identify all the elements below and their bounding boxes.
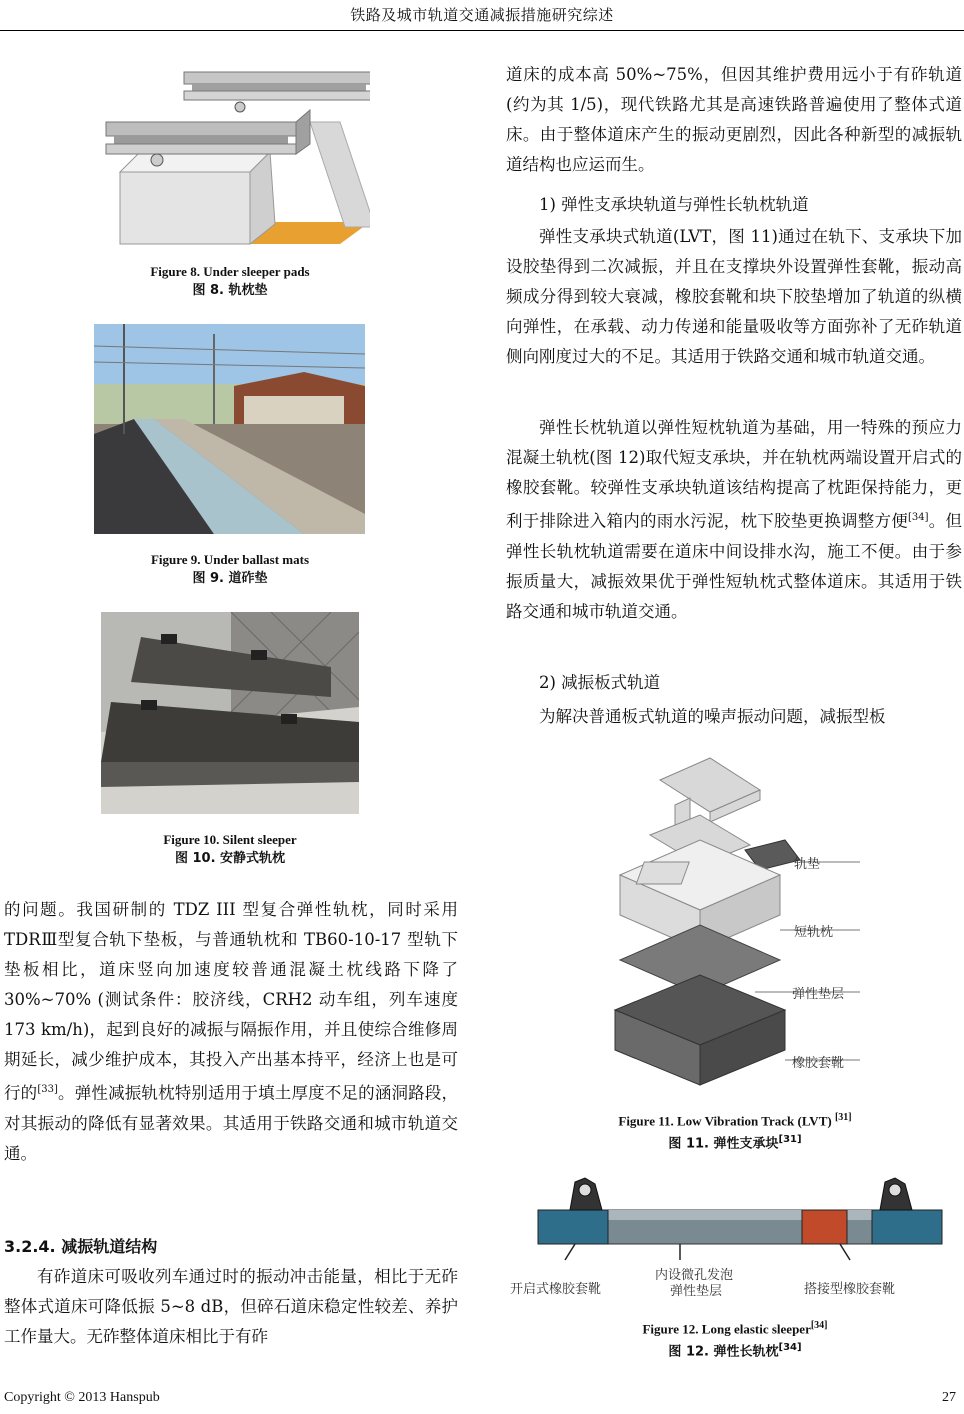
citation-34: [34] — [907, 512, 929, 523]
figure-11-label-rail-pad: 轨垫 — [794, 857, 821, 872]
left-paragraph-1-text-b: 。弹性减振轨枕特别适用于填土厚度不足的涵洞路段，对其振动的降低有显著效果。其适用于铁路交通和城市轨道交通。 — [4, 1083, 458, 1163]
figure-8-image — [100, 52, 370, 248]
left-paragraph-2: 有砟道床可吸收列车通过时的振动冲击能量，相比于无砟整体式道床可降低振 5~8 dB，但碎石道床稳定性较差、养护工作量大。无砟整体道床相比于有砟 — [4, 1267, 458, 1346]
figure-12-caption-en-line — [530, 1316, 940, 1338]
figure-11-caption-cn-ref: [31] — [778, 1134, 802, 1146]
figure-9-caption-cn: 图 9. 道砟垫 — [192, 571, 268, 586]
figure-12-caption-cn-ref: [34] — [778, 1342, 802, 1354]
left-paragraph-1 — [4, 895, 458, 1169]
right-paragraph-3-text-a: 弹性长枕轨道以弹性短枕轨道为基础，用一特殊的预应力混凝土轨枕(图 12)取代短支承块，并在轨枕两端设置开启式的橡胶套靴。较弹性支承块轨道该结构提高了枕距保持能力，更利于排除进入箱内的雨水污泥，枕下胶垫更换调整方便 — [506, 418, 962, 531]
footer-page-number: 27 — [942, 1390, 956, 1405]
figure-11-caption-cn: 图 11. 弹性支承块 — [668, 1136, 779, 1152]
right-paragraph-1: 道床的成本高 50%~75%，但因其维护费用远小于有砟轨道(约为其 1/5)，现代铁路尤其是高速铁路普遍使用了整体式道床。由于整体道床产生的振动更剧烈，因此各种新型的减振轨道结构也应运而生。 — [506, 65, 962, 174]
figure-12-image — [530, 1160, 950, 1270]
figure-12-caption-cn: 图 12. 弹性长轨枕 — [668, 1344, 779, 1360]
right-list-item-2: 2) 减振板式轨道 — [539, 673, 661, 692]
left-paragraph-1-text-a: 的问题。我国研制的 TDZ III 型复合弹性轨枕，同时采用 TDRⅢ型复合轨下垫板，与普通轨枕和 TB60-10-17 型轨下垫板相比，道床竖向加速度较普通混凝土枕线路下降了 30%~70% (测试条件：胶济线，CRH2 动车组，列车速度 173 km/h)，起到良好的减振与隔振作用，并且使综合维修周期延长，减少维护成本，其投入产出基本持平，经济上也是可行的 — [4, 900, 458, 1103]
footer-copyright: Copyright © 2013 Hanspub — [4, 1390, 160, 1405]
citation-33: [33] — [37, 1084, 58, 1095]
right-paragraph-3 — [506, 413, 962, 627]
figure-8-caption-en: Figure 8. Under sleeper pads — [150, 264, 310, 279]
right-paragraph-4: 为解决普通板式轨道的噪声振动问题，减振型板 — [539, 707, 886, 726]
figure-11-label-rubber-boot: 橡胶套靴 — [792, 1056, 845, 1071]
right-list-item-1: 1) 弹性支承块轨道与弹性长轨枕轨道 — [539, 195, 809, 214]
figure-10-caption-en: Figure 10. Silent sleeper — [163, 832, 297, 847]
figure-8-caption-cn: 图 8. 轨枕垫 — [192, 283, 268, 298]
figure-9-caption — [40, 550, 420, 588]
figure-11-image — [600, 750, 890, 1095]
header-rule — [0, 30, 964, 31]
figure-12-caption-en: Figure 12. Long elastic sleeper — [642, 1321, 811, 1337]
figure-11-label-short-sleeper: 短轨枕 — [794, 925, 834, 940]
figure-11-caption-cn-line — [530, 1130, 940, 1153]
figure-10-caption-cn: 图 10. 安静式轨枕 — [174, 851, 286, 866]
figure-12-label-elastic-layer: 弹性垫层 — [670, 1284, 723, 1299]
figure-12-caption-en-ref: [34] — [810, 1320, 828, 1331]
figure-12-caption-cn-line — [530, 1338, 940, 1361]
figure-10-image — [101, 612, 359, 814]
figure-12-label-open-boot: 开启式橡胶套靴 — [510, 1282, 602, 1297]
figure-8-caption — [40, 262, 420, 300]
section-heading-3-2-4: 3.2.4. 减振轨道结构 — [4, 1237, 158, 1256]
figure-11-label-elastic-layer: 弹性垫层 — [792, 987, 845, 1002]
right-paragraph-3-text-b: 。但弹性长轨枕轨道需要在道床中间设排水沟，施工不便。由于参振质量大，减振效果优于弹性短轨枕式整体道床。其适用于铁路交通和城市轨道交通。 — [506, 511, 963, 621]
figure-11-caption-en-ref: [31] — [834, 1112, 852, 1123]
figure-12-caption — [530, 1316, 940, 1362]
figure-11-caption-en: Figure 11. Low Vibration Track (LVT) — [618, 1113, 835, 1129]
figure-12-label-lap-boot: 搭接型橡胶套靴 — [804, 1282, 896, 1297]
right-paragraph-2: 弹性支承块式轨道(LVT，图 11)通过在轨下、支承块下加设胶垫得到二次减振，并且在支撑块外设置弹性套靴，振动高频成分得到较大衰减，橡胶套靴和块下胶垫增加了轨道的纵横向弹性，在承载、动力传递和能量吸收等方面弥补了无砟轨道侧向刚度过大的不足。其适用于铁路交通和城市轨道交通。 — [506, 227, 962, 366]
figure-11-caption — [530, 1108, 940, 1154]
figure-9-caption-en: Figure 9. Under ballast mats — [150, 552, 310, 567]
running-header: 铁路及城市轨道交通减振措施研究综述 — [350, 6, 614, 24]
figure-11-caption-en-line — [530, 1108, 940, 1130]
figure-9-image — [94, 324, 365, 534]
figure-10-caption — [40, 830, 420, 868]
figure-12-label-microfoam: 内设微孔发泡 — [655, 1268, 734, 1283]
